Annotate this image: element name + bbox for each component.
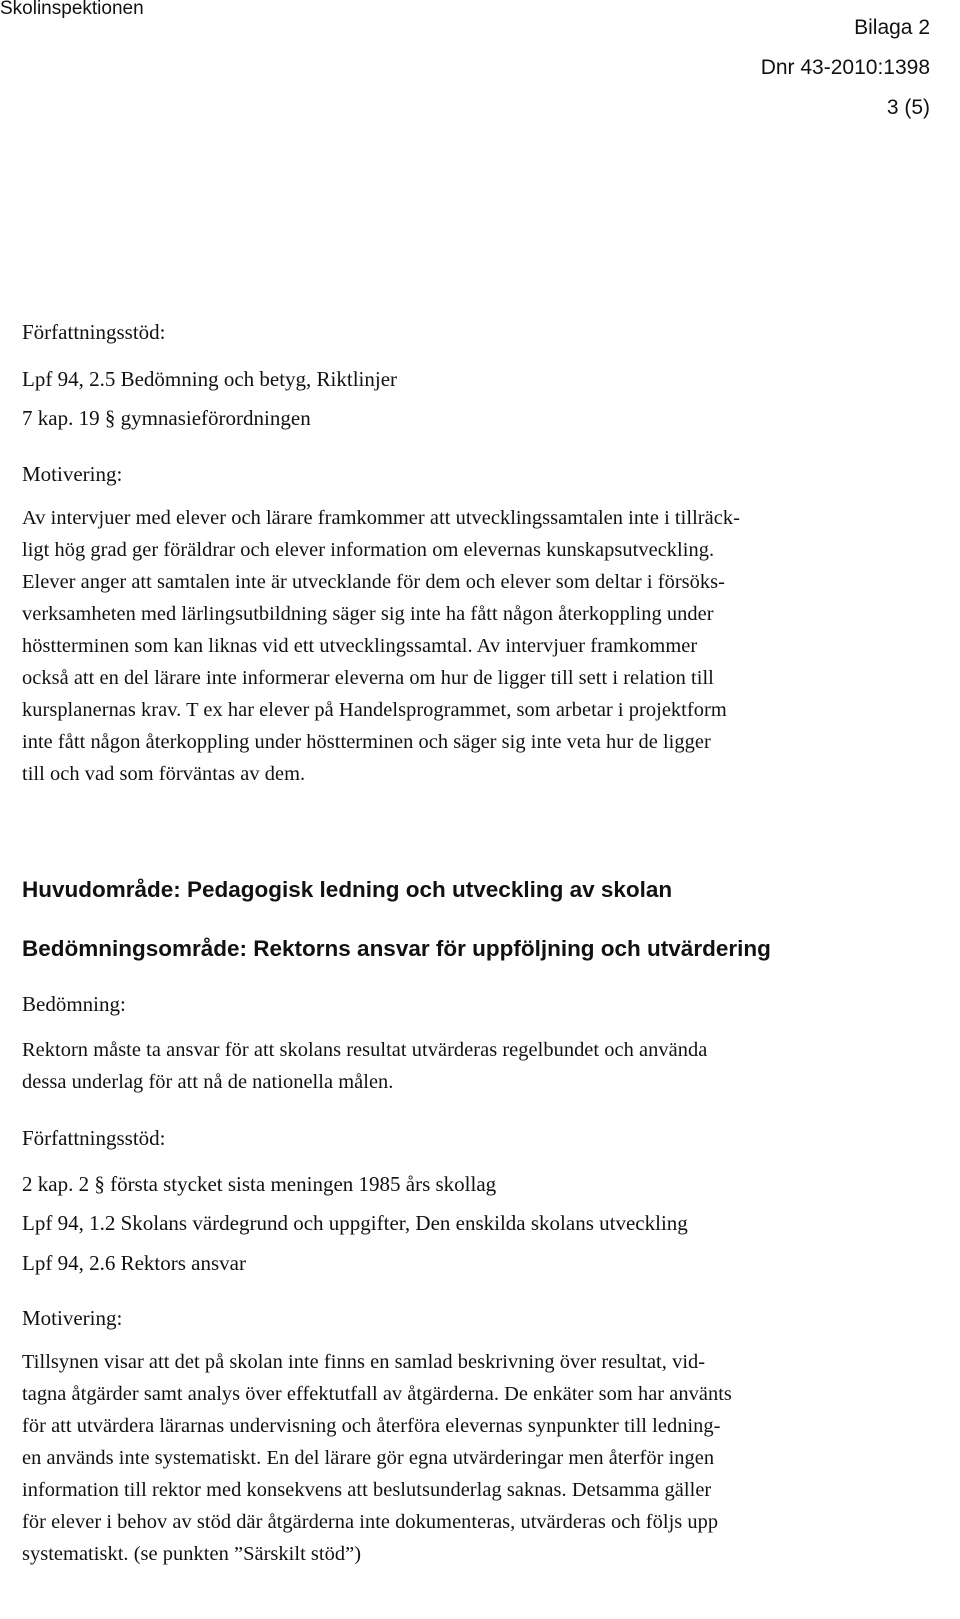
- text-line: kursplanernas krav. T ex har elever på Handelsprogrammet, som arbetar i projektform: [22, 699, 727, 721]
- motivation-text: [22, 1346, 938, 1570]
- text-line: Av intervjuer med elever och lärare framkommer att utvecklingssamtalen inte i tillräck-: [22, 507, 740, 529]
- text-line: höstterminen som kan liknas vid ett utvecklingssamtal. Av intervjuer framkommer: [22, 635, 698, 657]
- text-line: ligt hög grad ger föräldrar och elever information om elevernas kunskapsutveckling.: [22, 539, 715, 561]
- text-line: systematiskt. (se punkten ”Särskilt stöd”): [22, 1543, 362, 1565]
- attachment-label: Bilaga 2: [854, 16, 930, 39]
- motivation-text: [22, 502, 938, 790]
- motivation-label: Motivering:: [22, 1306, 123, 1330]
- text-line: en används inte systematiskt. En del lärare gör egna utvärderingar men återför ingen: [22, 1447, 715, 1469]
- assessment-area-heading: Bedömningsområde: Rektorns ansvar för uppföljning och utvärdering: [22, 936, 771, 961]
- text-line: för elever i behov av stöd där åtgärderna inte dokumenteras, utvärderas och följs upp: [22, 1511, 719, 1533]
- statute-reference: Lpf 94, 2.5 Bedömning och betyg, Riktlinjer: [22, 367, 398, 391]
- motivation-label: Motivering:: [22, 462, 123, 486]
- organization-name: Skolinspektionen: [0, 0, 144, 19]
- statute-reference: Lpf 94, 1.2 Skolans värdegrund och uppgifter, Den enskilda skolans utveckling: [22, 1211, 688, 1235]
- text-line: också att en del lärare inte informerar eleverna om hur de ligger till sett i relation till: [22, 667, 714, 689]
- assessment-text: [22, 1034, 938, 1098]
- text-line: verksamheten med lärlingsutbildning säger sig inte ha fått någon återkoppling under: [22, 603, 714, 625]
- assessment-label: Bedömning:: [22, 992, 126, 1016]
- text-line: till och vad som förväntas av dem.: [22, 763, 306, 785]
- statute-label: Författningsstöd:: [22, 1126, 166, 1150]
- statute-reference: 2 kap. 2 § första stycket sista meningen 1985 års skollag: [22, 1172, 497, 1196]
- reference-number: Dnr 43-2010:1398: [760, 56, 930, 79]
- statute-reference: 7 kap. 19 § gymnasieförordningen: [22, 406, 311, 430]
- text-line: Rektorn måste ta ansvar för att skolans resultat utvärderas regelbundet och använda: [22, 1039, 708, 1061]
- statute-reference: Lpf 94, 2.6 Rektors ansvar: [22, 1251, 246, 1275]
- text-line: tagna åtgärder samt analys över effektutfall av åtgärderna. De enkäter som har använts: [22, 1383, 732, 1405]
- text-line: dessa underlag för att nå de nationella målen.: [22, 1071, 394, 1093]
- main-area-heading: Huvudområde: Pedagogisk ledning och utveckling av skolan: [22, 877, 673, 902]
- text-line: information till rektor med konsekvens att beslutsunderlag saknas. Detsamma gäller: [22, 1479, 712, 1501]
- text-line: inte fått någon återkoppling under höstterminen och säger sig inte veta hur de ligger: [22, 731, 711, 753]
- statute-label: Författningsstöd:: [22, 320, 166, 344]
- text-line: för att utvärdera lärarnas undervisning och återföra elevernas synpunkter till ledning-: [22, 1415, 721, 1437]
- text-line: Elever anger att samtalen inte är utvecklande för dem och elever som deltar i försöks-: [22, 571, 725, 593]
- page-number: 3 (5): [886, 96, 930, 119]
- text-line: Tillsynen visar att det på skolan inte finns en samlad beskrivning över resultat, vid-: [22, 1351, 706, 1373]
